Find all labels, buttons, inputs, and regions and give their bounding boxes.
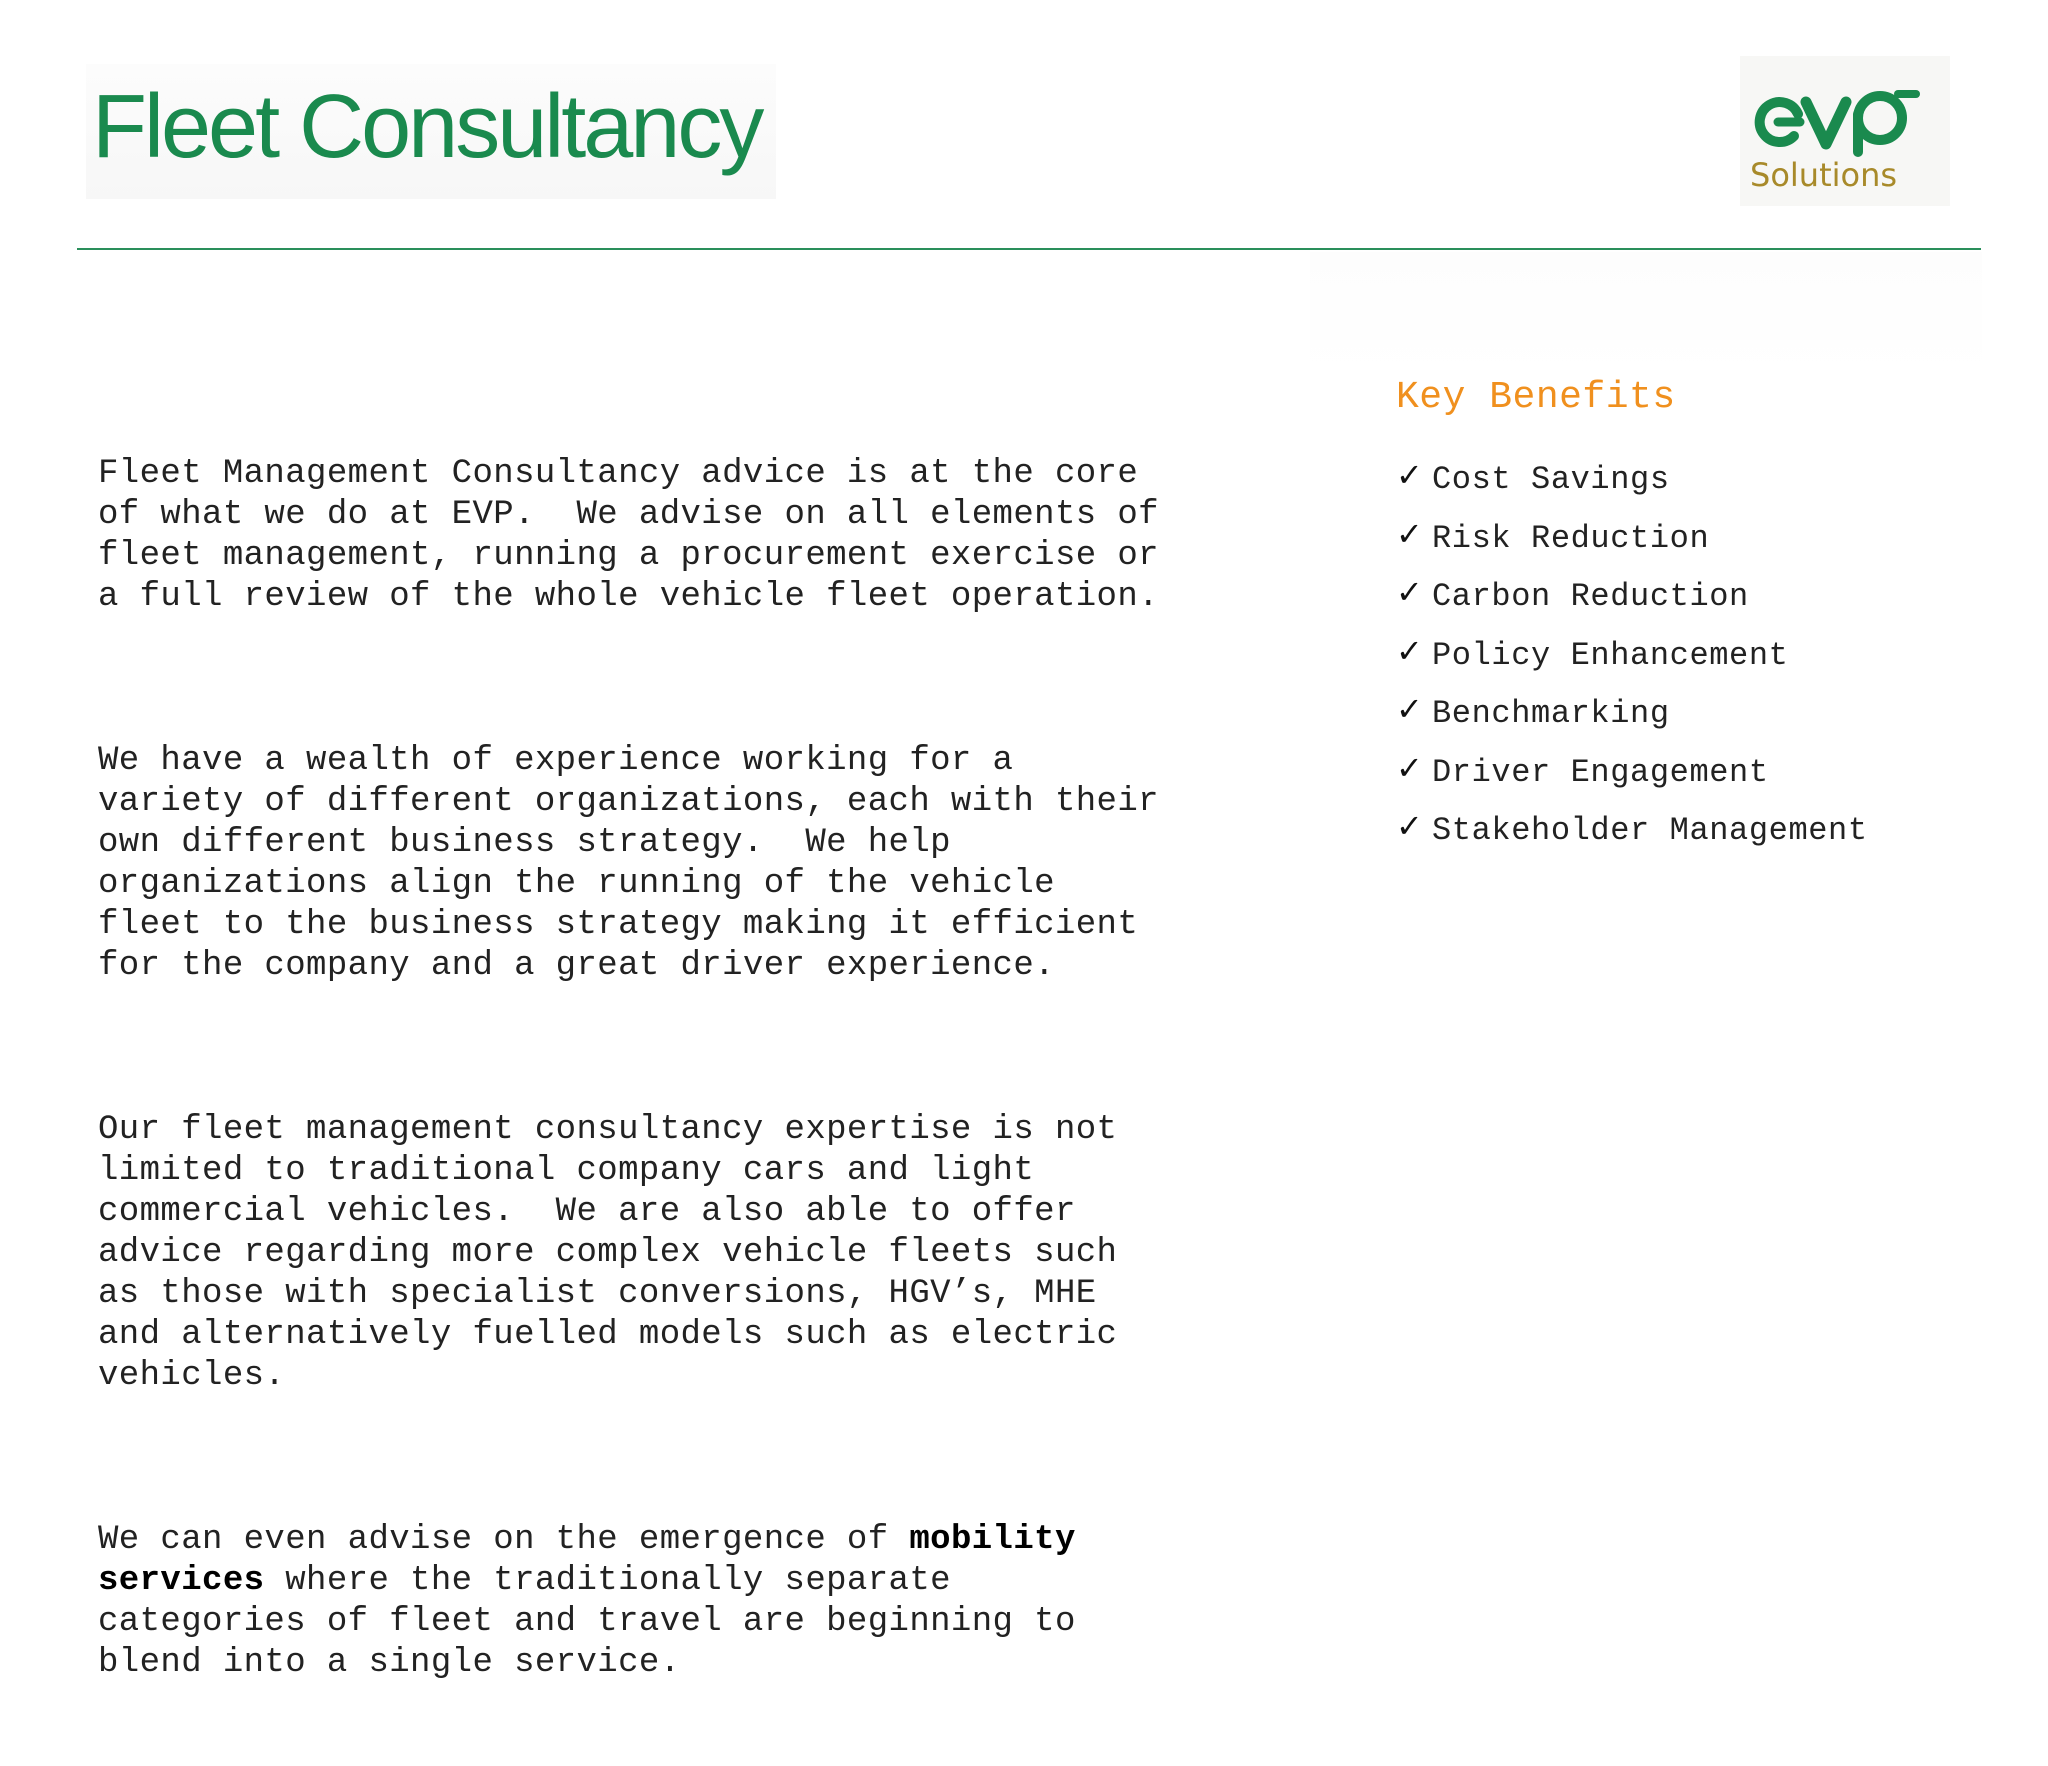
check-icon: ✓	[1396, 807, 1423, 845]
header-divider	[77, 248, 1981, 250]
services-emphasis: services	[98, 1562, 265, 1600]
paragraph-4: We can even advise on the emergence of mobility services where the traditionally separate categories of fleet and travel are beginning to blend into a single service.	[98, 1521, 1076, 1682]
mobility-emphasis: mobility	[909, 1521, 1076, 1559]
list-item: ✓ Benchmarking	[1396, 690, 1670, 732]
evp-solutions-logo	[1740, 56, 1950, 206]
check-icon: ✓	[1396, 690, 1423, 728]
list-item: ✓ Carbon Reduction	[1396, 573, 1749, 615]
key-benefits-heading: Key Benefits	[1396, 376, 1676, 419]
benefits-panel-background	[1310, 252, 1982, 378]
list-item: ✓ Cost Savings	[1396, 456, 1670, 498]
check-icon: ✓	[1396, 573, 1423, 611]
check-icon: ✓	[1396, 748, 1423, 787]
page-title: Fleet Consultancy	[92, 77, 762, 177]
benefits-list	[1396, 456, 1868, 866]
check-icon: ✓	[1396, 514, 1423, 553]
check-icon: ✓	[1396, 456, 1423, 494]
list-item: ✓ Driver Engagement	[1396, 748, 1769, 791]
logo-subtitle: Solutions	[1750, 156, 1898, 194]
paragraph-3: Our fleet management consultancy expertise is not limited to traditional company cars and light commercial vehicles. We are also able to offer advice regarding more complex vehicle fleets such as those with specialist conversions, HGV’s, MHE and alternatively fuelled models such as electric vehicles.	[98, 1111, 1118, 1395]
list-item: ✓ Policy Enhancement	[1396, 631, 1789, 674]
paragraph-2: We have a wealth of experience working for a variety of different organizations, each with their own different business strategy. We help organizations align the running of the vehicle fleet to the business strategy making it efficient for the company and a great driver experience.	[98, 742, 1159, 985]
list-item: ✓ Stakeholder Management	[1396, 807, 1868, 849]
paragraph-1: Fleet Management Consultancy advice is at the core of what we do at EVP. We advise on all elements of fleet management, running a procurement exercise or a full review of the whole vehicle fleet operation.	[98, 455, 1159, 616]
evp-logo-icon	[1740, 56, 1950, 206]
check-icon: ✓	[1396, 631, 1423, 670]
main-body-text	[98, 372, 1298, 1766]
list-item: ✓ Risk Reduction	[1396, 514, 1710, 557]
